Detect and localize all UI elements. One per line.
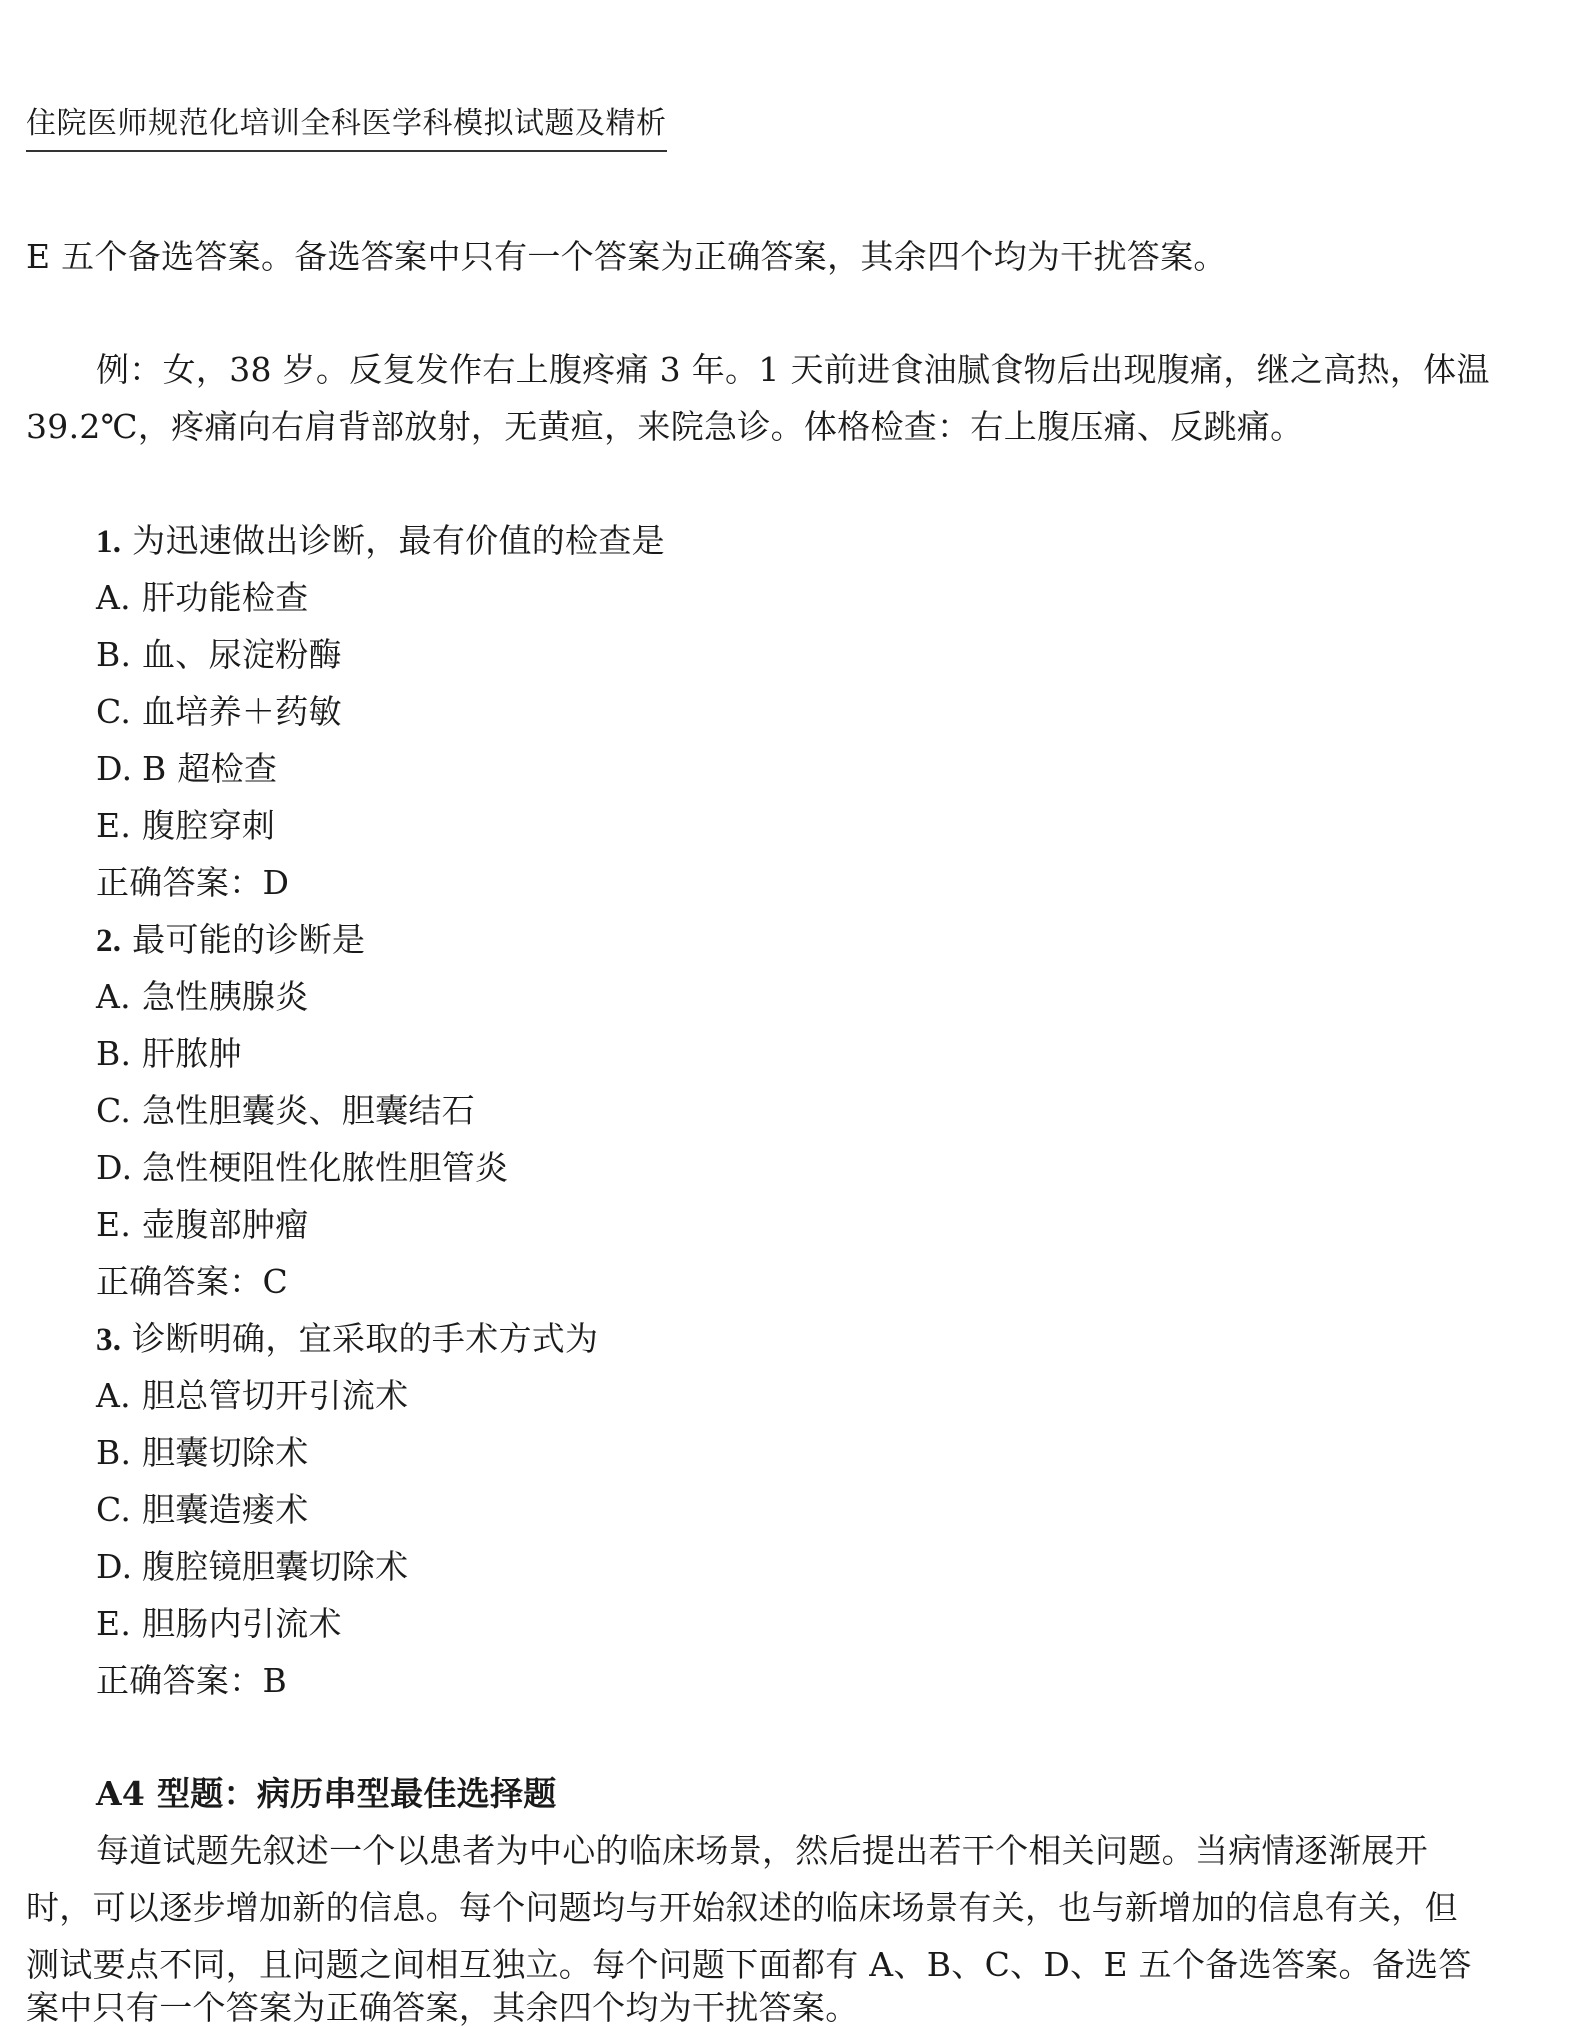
- running-header: 住院医师规范化培训全科医学科模拟试题及精析: [26, 104, 667, 152]
- intro-tail-text: E 五个备选答案。备选答案中只有一个答案为正确答案，其余四个均为干扰答案。: [26, 237, 1227, 276]
- question-stem: [96, 1310, 598, 1369]
- option-letter: A.: [96, 578, 131, 617]
- question-number: 3.: [96, 1322, 122, 1358]
- option-text: 血、尿淀粉酶: [142, 635, 342, 674]
- option-letter: E.: [96, 1205, 132, 1244]
- option-text: 胆肠内引流术: [142, 1604, 342, 1643]
- option-text: 急性胰腺炎: [142, 977, 309, 1016]
- option-letter: A.: [96, 977, 131, 1016]
- option-item: [96, 968, 309, 1025]
- option-text: 腹腔镜胆囊切除术: [142, 1547, 409, 1586]
- option-text: 肝功能检查: [142, 578, 309, 617]
- option-letter: D.: [96, 1148, 133, 1187]
- section-body-line: 每道试题先叙述一个以患者为中心的临床场景，然后提出若干个相关问题。当病情逐渐展开: [96, 1831, 1428, 1870]
- question-stem: [96, 512, 665, 571]
- option-letter: D.: [96, 1547, 133, 1586]
- option-letter: B.: [96, 1034, 132, 1073]
- option-letter: B.: [96, 635, 132, 674]
- section-heading: A4 型题：病历串型最佳选择题: [96, 1774, 557, 1813]
- correct-answer: 正确答案：D: [96, 863, 290, 902]
- option-text: 胆囊切除术: [142, 1433, 309, 1472]
- question-text: 诊断明确，宜采取的手术方式为: [132, 1319, 599, 1358]
- option-item: [96, 797, 275, 854]
- option-item: [96, 569, 309, 626]
- option-text: 壶腹部肿瘤: [142, 1205, 309, 1244]
- option-text: 胆总管切开引流术: [142, 1376, 409, 1415]
- option-text: 急性胆囊炎、胆囊结石: [142, 1091, 475, 1130]
- question-stem: [96, 911, 365, 970]
- option-letter: C.: [96, 1490, 132, 1529]
- option-item: [96, 683, 342, 740]
- section-body-line: 时，可以逐步增加新的信息。每个问题均与开始叙述的临床场景有关，也与新增加的信息有关，但: [26, 1888, 1458, 1927]
- option-item: [96, 1481, 309, 1538]
- correct-answer: 正确答案：C: [96, 1262, 289, 1301]
- case-line-1: 例：女，38 岁。反复发作右上腹疼痛 3 年。1 天前进食油腻食物后出现腹痛，继之高热，体温: [96, 350, 1490, 389]
- question-text: 最可能的诊断是: [132, 920, 366, 959]
- option-letter: B.: [96, 1433, 132, 1472]
- option-item: [96, 626, 342, 683]
- option-item: [96, 1196, 309, 1253]
- option-item: [96, 1082, 475, 1139]
- section-body-line: 案中只有一个答案为正确答案，其余四个均为干扰答案。: [26, 1988, 859, 2027]
- option-text: 血培养＋药敏: [142, 692, 342, 731]
- option-letter: D.: [96, 749, 133, 788]
- option-item: [96, 1367, 408, 1424]
- question-text: 为迅速做出诊断，最有价值的检查是: [132, 521, 665, 560]
- option-text: 胆囊造瘘术: [142, 1490, 309, 1529]
- option-letter: E.: [96, 1604, 132, 1643]
- option-text: 肝脓肿: [142, 1034, 242, 1073]
- option-letter: C.: [96, 1091, 132, 1130]
- option-text: B 超检查: [142, 749, 278, 788]
- correct-answer: 正确答案：B: [96, 1661, 288, 1700]
- option-text: 腹腔穿刺: [142, 806, 276, 845]
- question-number: 2.: [96, 923, 122, 959]
- option-item: [96, 740, 277, 797]
- option-letter: A.: [96, 1376, 131, 1415]
- section-body-line: 测试要点不同，且问题之间相互独立。每个问题下面都有 A、B、C、D、E 五个备选答案。备选答: [26, 1945, 1472, 1984]
- case-line-2: 39.2℃，疼痛向右肩背部放射，无黄疸，来院急诊。体格检查：右上腹压痛、反跳痛。: [26, 407, 1304, 446]
- option-item: [96, 1424, 309, 1481]
- option-item: [96, 1595, 342, 1652]
- option-item: [96, 1025, 242, 1082]
- option-letter: C.: [96, 692, 132, 731]
- option-letter: E.: [96, 806, 132, 845]
- option-item: [96, 1538, 408, 1595]
- question-number: 1.: [96, 524, 122, 560]
- option-item: [96, 1139, 508, 1196]
- option-text: 急性梗阻性化脓性胆管炎: [142, 1148, 509, 1187]
